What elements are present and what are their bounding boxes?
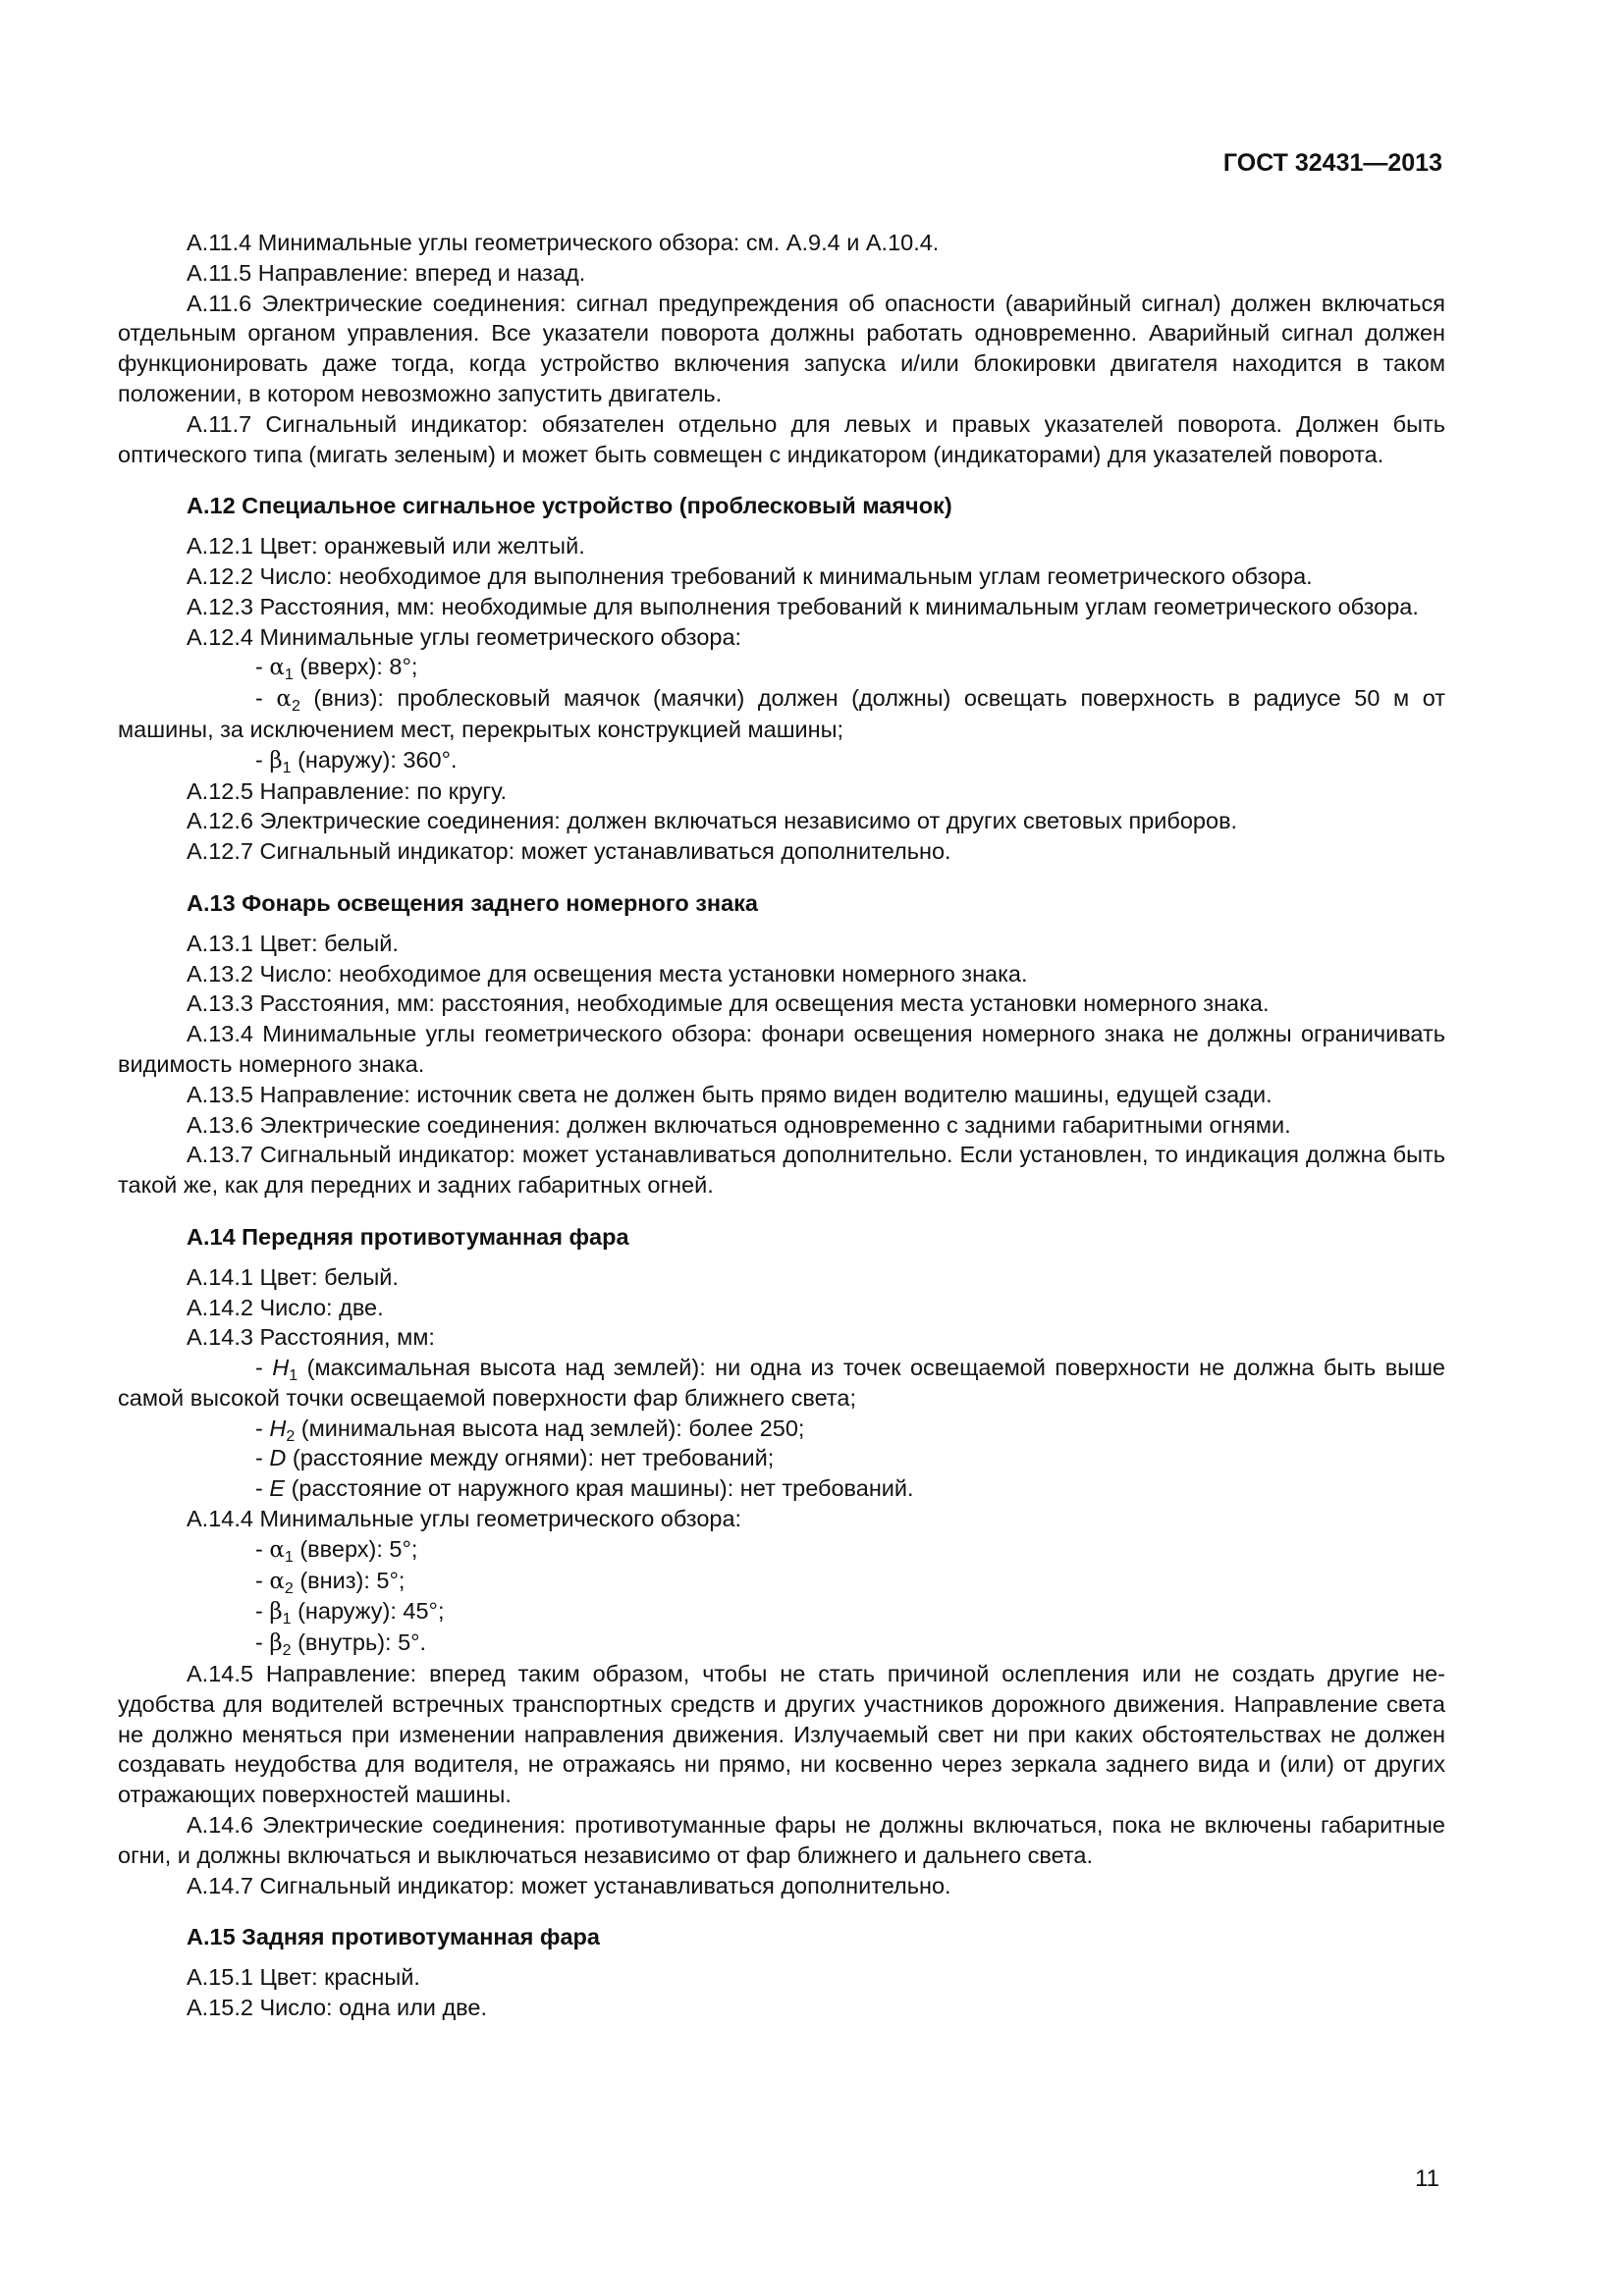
list-item-h2: - $H_2$ (минимальная высота над землей): более 250; (255, 1415, 805, 1445)
list-item-e: - E (расстояние от наружного края машины): нет требований. (255, 1475, 914, 1502)
symbol-d: D (269, 1445, 287, 1471)
section-heading-a12: А.12 Специальное сигнальное устройство (проблесковый маячок) (187, 493, 952, 519)
clause-a12-1: А.12.1 Цвет: оранжевый или желтый. (187, 533, 585, 560)
symbol-alpha: α (269, 1568, 285, 1594)
clause-a14-1: А.14.1 Цвет: белый. (187, 1263, 399, 1290)
clause-a13-6: А.13.6 Электрические соединения: должен включаться одновременно с задними габаритными огнями. (187, 1111, 1291, 1138)
clause-a12-4: А.12.4 Минимальные углы геометрического обзора: (187, 623, 742, 650)
symbol-beta: β (269, 747, 283, 774)
clause-a14-3: А.14.3 Расстояния, мм: (187, 1324, 435, 1351)
clause-a15-2: А.15.2 Число: одна или две. (187, 1995, 487, 2021)
list-item-alpha1: - $\alpha_1$ (вверх): 8°; (255, 654, 418, 684)
section-heading-a15: А.15 Задняя противотуманная фара (187, 1924, 600, 1950)
clause-a15-1: А.15.1 Цвет: красный. (187, 1964, 420, 1991)
clause-a13-7: А.13.7 Сигнальный индикатор: может устанавливаться дополнительно. Если установлен, то индикация должна быть такой же, как для передних и задних габаритных огней. (118, 1142, 1445, 1199)
symbol-e: E (269, 1475, 286, 1502)
list-item-d: - D (расстояние между огнями): нет требований; (255, 1445, 775, 1471)
page-number: 11 (1415, 2165, 1439, 2192)
clause-a11-6: А.11.6 Электрические соединения: сигнал предупреждения об опасности (аварийный сигнал) должен включаться отдельным органом управления. Все указатели поворота должны работать одновременно. Аварийный сигнал должен функционировать даже тогда, когда устройство включения запуска и/или блокировки двигателя находится в таком положении, в котором невозможно запустить двигатель. (118, 290, 1445, 406)
document-id: ГОСТ 32431—2013 (1222, 149, 1442, 177)
symbol-h: H (272, 1355, 290, 1381)
clause-a12-2: А.12.2 Число: необходимое для выполнения требований к минимальным углам геометрического обзора. (187, 562, 1313, 589)
list-item-beta1: - $\beta_1$ (наружу): 45°; (255, 1598, 445, 1629)
section-heading-a13: А.13 Фонарь освещения заднего номерного знака (187, 889, 758, 916)
symbol-beta: β (269, 1599, 283, 1626)
section-heading-a14: А.14 Передняя противотуманная фара (187, 1223, 629, 1250)
clause-a14-6: А.14.6 Электрические соединения: противотуманные фары не должны включаться, пока не включены габаритные огни, и должны включаться и выключаться независимо от фар ближнего и дальнего света. (118, 1812, 1445, 1868)
list-item-alpha2: - $\alpha_2$ (вниз): 5°; (255, 1567, 406, 1597)
symbol-alpha: α (276, 686, 292, 713)
list-item-beta2: - $\beta_2$ (внутрь): 5°. (255, 1629, 427, 1660)
clause-a11-7: А.11.7 Сигнальный индикатор: обязателен отдельно для левых и правых указателей поворота. Должен быть оптического типа (мигать зеленым) и может быть совмещен с индикатором (индикаторами) для указателей поворота. (118, 410, 1445, 467)
clause-a11-5: А.11.5 Направление: вперед и назад. (187, 259, 586, 286)
clause-a14-7: А.14.7 Сигнальный индикатор: может устанавливаться дополнительно. (187, 1872, 951, 1898)
symbol-beta: β (269, 1630, 283, 1657)
clause-a13-3: А.13.3 Расстояния, мм: расстояния, необходимые для освещения места установки номерного знака. (187, 990, 1270, 1017)
list-item-alpha1: - $\alpha_1$ (вверх): 5°; (255, 1535, 418, 1566)
clause-a14-4: А.14.4 Минимальные углы геометрического обзора: (187, 1506, 742, 1532)
clause-a13-2: А.13.2 Число: необходимое для освещения места установки номерного знака. (187, 960, 1028, 987)
clause-a13-4: А.13.4 Минимальные углы геометрического обзора: фонари освещения номерного знака не должны ограничивать видимость номерного знака. (118, 1021, 1445, 1077)
clause-a14-2: А.14.2 Число: две. (187, 1294, 384, 1320)
symbol-alpha: α (269, 655, 285, 681)
clause-a13-5: А.13.5 Направление: источник света не должен быть прямо виден водителю машины, едущей сзади. (187, 1081, 1272, 1107)
clause-a13-1: А.13.1 Цвет: белый. (187, 930, 399, 956)
document-body (118, 228, 1445, 2023)
list-item-beta1: - $\beta_1$ (наружу): 360°. (255, 746, 458, 776)
clause-a11-4: А.11.4 Минимальные углы геометрического обзора: см. А.9.4 и А.10.4. (187, 230, 940, 255)
list-item-h1: - $H_1$ (максимальная высота над землей): ни одна из точек освещаемой поверхности не должна быть выше самой высокой точки освещаемой поверхности фар ближнего света; (118, 1355, 1445, 1411)
clause-a12-3: А.12.3 Расстояния, мм: необходимые для выполнения требований к минимальным углам геометрического обзора. (187, 593, 1419, 619)
list-item-alpha2: - $\alpha_2$ (вниз): проблесковый маячок (маячки) должен (должны) освещать поверхность в радиусе 50 м от машины, за исключением мест, перекрытых конструкцией машины; (118, 685, 1446, 742)
clause-a14-5: А.14.5 Направление: вперед таким образом, чтобы не стать причиной ослепления или не создать другие неудобства для водителей встречных транспортных средств и других участников дорожного движения. Направление света не должно меняться при изменении направления движения. Излучаемый свет ни при каких обстоятельствах не должен создавать неудобства для водителя, не отражаясь ни прямо, ни косвенно через зеркала заднего вида и (или) от других отражающих поверхностей машины. (118, 1661, 1445, 1808)
clause-a12-7: А.12.7 Сигнальный индикатор: может устанавливаться дополнительно. (187, 838, 951, 865)
symbol-h: H (269, 1415, 287, 1441)
clause-a12-5: А.12.5 Направление: по кругу. (187, 777, 507, 804)
symbol-alpha: α (269, 1536, 285, 1563)
clause-a12-6: А.12.6 Электрические соединения: должен включаться независимо от других световых приборов. (187, 808, 1238, 834)
